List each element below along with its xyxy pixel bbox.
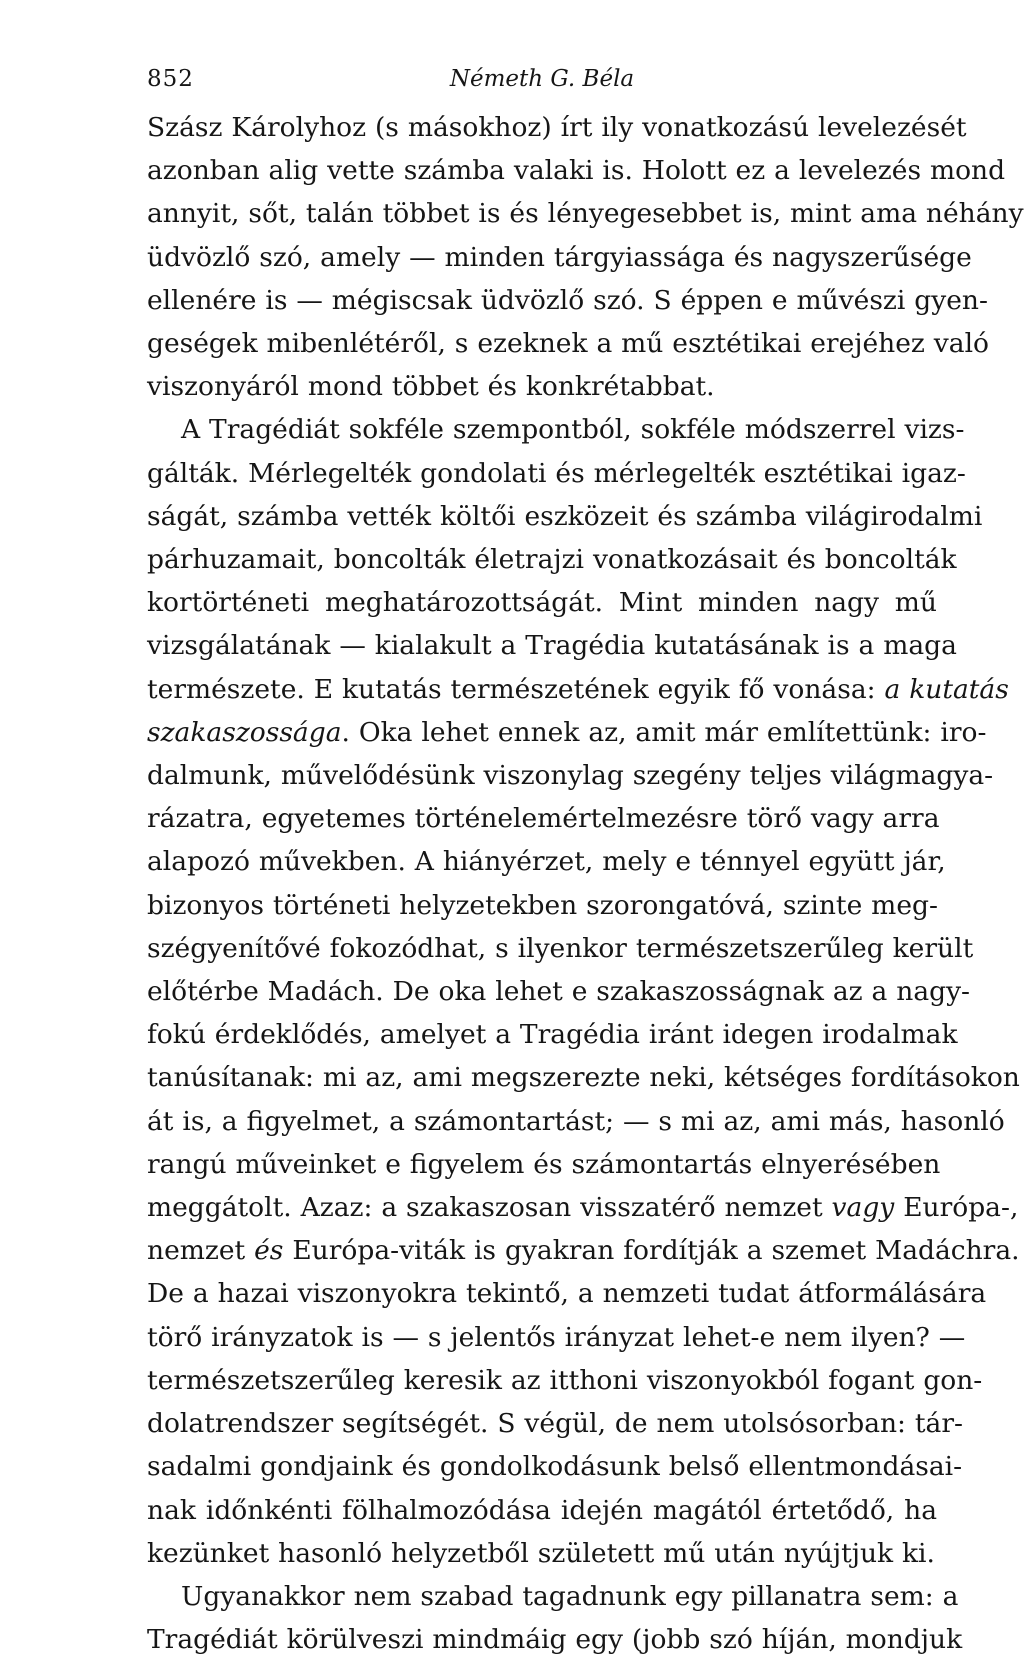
text-line: kortörténeti meghatározottságát. Mint minden nagy mű [147, 587, 937, 619]
text-line: De a hazai viszonyokra tekintő, a nemzeti tudat átformálására [147, 1278, 987, 1310]
text-line: Tragédiát körülveszi mindmáig egy (jobb szó híján, mondjuk [147, 1624, 963, 1656]
text-line: Ugyanakkor nem szabad tagadnunk egy pillanatra sem: a [181, 1580, 959, 1612]
text-line: fokú érdeklődés, amelyet a Tragédia iránt idegen irodalmak [147, 1019, 958, 1051]
text-line: tanúsítanak: mi az, ami megszerezte neki, kétséges fordításokon [147, 1062, 1020, 1094]
text-line: ellenére is — mégiscsak üdvözlő szó. S éppen e művészi gyen- [147, 284, 988, 316]
text-line: alapozó művekben. A hiányérzet, mely e ténnyel együtt jár, [147, 846, 946, 878]
page-number: 852 [147, 66, 194, 92]
italic-word: vagy [831, 1192, 895, 1224]
text-segment: Európa-viták is gyakran fordítják a szemet Madáchra. [283, 1235, 1020, 1267]
text-line: rázatra, egyetemes történelemértelmezésre törő vagy arra [147, 803, 940, 835]
text-line: viszonyáról mond többet és konkrétabbat. [147, 371, 715, 403]
text-line: annyit, sőt, talán többet is és lényegesebbet is, mint ama néhány [147, 198, 1024, 230]
text-line [147, 711, 987, 754]
text-line: sadalmi gondjaink és gondolkodásunk belső ellentmondásai- [147, 1451, 963, 1483]
text-line: azonban alig vette számba valaki is. Holott ez a levelezés mond [147, 155, 1006, 187]
text-line: törő irányzatok is — s jelentős irányzat lehet-e nem ilyen? — [147, 1321, 966, 1353]
text-line: üdvözlő szó, amely — minden tárgyiassága és nagyszerűsége [147, 241, 972, 273]
paragraph-3 [147, 1575, 963, 1661]
text-line: előtérbe Madách. De oka lehet e szakaszosságnak az a nagy- [147, 976, 971, 1008]
text-line: kezünket hasonló helyzetből született mű után nyújtjuk ki. [147, 1537, 935, 1569]
italic-phrase: szakaszossága [147, 716, 342, 748]
text-line: gálták. Mérlegelték gondolati és mérlegelték esztétikai igaz- [147, 457, 966, 489]
text-line: A Tragédiát sokféle szempontból, sokféle módszerrel vizs- [181, 414, 965, 446]
running-header [147, 66, 937, 106]
text-line: szégyenítővé fokozódhat, s ilyenkor természetszerűleg került [147, 932, 974, 964]
text-line: geségek mibenlétéről, s ezeknek a mű esztétikai erejéhez való [147, 328, 990, 360]
italic-word: és [254, 1235, 284, 1267]
text-line: Szász Károlyhoz (s másokhoz) írt ily vonatkozású levelezését [147, 112, 967, 143]
text-segment: . Oka lehet ennek az, amit már említettünk: iro- [341, 716, 987, 748]
text-segment: Európa-, [894, 1192, 1019, 1224]
text-segment: nemzet [147, 1235, 255, 1267]
text-line: át is, a figyelmet, a számontartást; — s mi az, ami más, hasonló [147, 1105, 1005, 1137]
text-line: dalmunk, művelődésünk viszonylag szegény teljes világmagya- [147, 760, 994, 792]
book-page [147, 66, 1024, 1661]
text-line [147, 1229, 1020, 1272]
paragraph-2 [147, 408, 1020, 1574]
running-title: Németh G. Béla [449, 66, 635, 92]
text-line [147, 1186, 1019, 1229]
italic-phrase: a kutatás [884, 673, 1009, 705]
text-line: természetszerűleg keresik az itthoni viszonyokból fogant gon- [147, 1364, 983, 1396]
body-text [147, 106, 1024, 1661]
paragraph-1 [147, 106, 1024, 408]
text-line: rangú műveinket e figyelem és számontartás elnyerésében [147, 1148, 941, 1180]
text-line: bizonyos történeti helyzetekben szorongatóvá, szinte meg- [147, 889, 938, 921]
text-line: nak időnkénti fölhalmozódása idején magától értetődő, ha [147, 1494, 937, 1526]
text-line: dolatrendszer segítségét. S végül, de nem utolsósorban: tár- [147, 1408, 963, 1440]
text-segment: meggátolt. Azaz: a szakaszosan visszatérő nemzet [147, 1192, 832, 1224]
text-line: vizsgálatának — kialakult a Tragédia kutatásának is a maga [147, 630, 957, 662]
text-line: párhuzamait, boncolták életrajzi vonatkozásait és boncolták [147, 544, 957, 576]
text-line [147, 668, 1009, 711]
text-segment: természete. E kutatás természetének egyik fő vonása: [147, 673, 885, 705]
text-line: ságát, számba vették költői eszközeit és számba világirodalmi [147, 500, 983, 532]
